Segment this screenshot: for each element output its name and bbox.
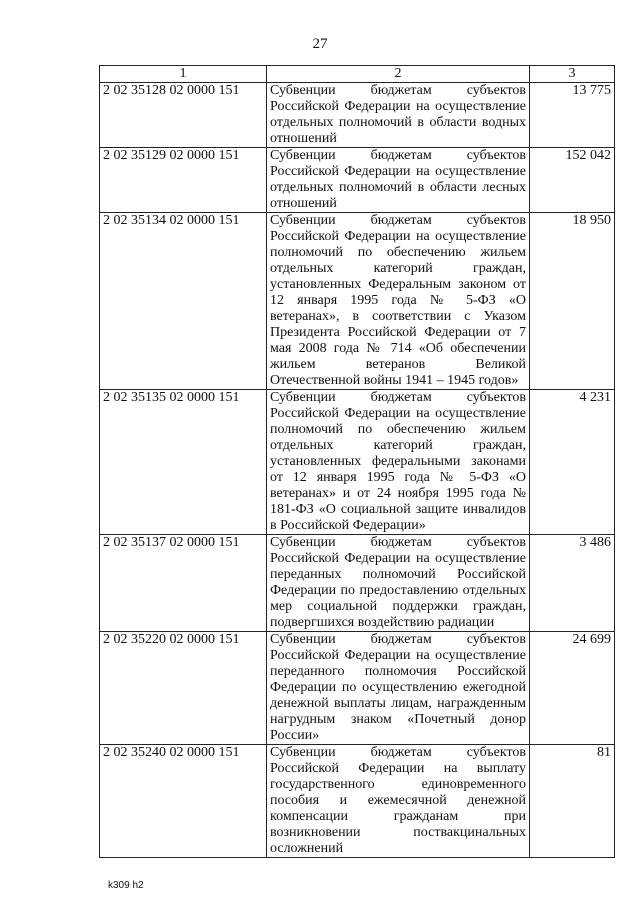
item-name: Субвенции бюджетам субъектов Российской Федерации на осуществление отдельных полномочий в области водных отношений (267, 83, 530, 148)
amount: 152 042 (530, 148, 615, 213)
table-header-row (100, 66, 615, 83)
table-row (100, 535, 615, 632)
column-header-2: 2 (267, 66, 530, 83)
document-footer-code: k309 h2 (108, 880, 144, 891)
table-row (100, 390, 615, 535)
budget-code: 2 02 35128 02 0000 151 (100, 83, 267, 148)
column-header-3: 3 (530, 66, 615, 83)
table-row (100, 745, 615, 858)
amount: 24 699 (530, 632, 615, 745)
amount: 13 775 (530, 83, 615, 148)
budget-code: 2 02 35137 02 0000 151 (100, 535, 267, 632)
table-row (100, 632, 615, 745)
budget-code: 2 02 35129 02 0000 151 (100, 148, 267, 213)
table-row (100, 148, 615, 213)
budget-table (99, 65, 615, 858)
item-name: Субвенции бюджетам субъектов Российской Федерации на осуществление полномочий по обеспечению жильем отдельных категорий граждан, установленных Федеральным законом от 12 января 1995 года № 5-ФЗ «О ветеранах», в соответствии с Указом Президента Российской Федерации от 7 мая 2008 года № 714 «Об обеспечении жильем ветеранов Великой Отечественной войны 1941 – 1945 годов» (267, 213, 530, 390)
budget-code: 2 02 35134 02 0000 151 (100, 213, 267, 390)
budget-code: 2 02 35135 02 0000 151 (100, 390, 267, 535)
amount: 81 (530, 745, 615, 858)
amount: 18 950 (530, 213, 615, 390)
table-row (100, 83, 615, 148)
page-number: 27 (312, 36, 328, 52)
amount: 3 486 (530, 535, 615, 632)
item-name: Субвенции бюджетам субъектов Российской Федерации на осуществление переданных полномочий Российской Федерации по предоставлению отдельных мер социальной поддержки граждан, подвергшихся воздействию радиации (267, 535, 530, 632)
amount: 4 231 (530, 390, 615, 535)
item-name: Субвенции бюджетам субъектов Российской Федерации на осуществление отдельных полномочий в области лесных отношений (267, 148, 530, 213)
item-name: Субвенции бюджетам субъектов Российской Федерации на выплату государственного единовременного пособия и ежемесячной денежной компенсации гражданам при возникновении поствакцинальных осложнений (267, 745, 530, 858)
budget-code: 2 02 35220 02 0000 151 (100, 632, 267, 745)
item-name: Субвенции бюджетам субъектов Российской Федерации на осуществление переданного полномочия Российской Федерации по осуществлению ежегодной денежной выплаты лицам, награжденным нагрудным знаком «Почетный донор России» (267, 632, 530, 745)
table-row (100, 213, 615, 390)
budget-code: 2 02 35240 02 0000 151 (100, 745, 267, 858)
item-name: Субвенции бюджетам субъектов Российской Федерации на осуществление полномочий по обеспечению жильем отдельных категорий граждан, установленных федеральными законами от 12 января 1995 года № 5-ФЗ «О ветеранах» и от 24 ноября 1995 года № 181-ФЗ «О социальной защите инвалидов в Российской Федерации» (267, 390, 530, 535)
column-header-1: 1 (100, 66, 267, 83)
